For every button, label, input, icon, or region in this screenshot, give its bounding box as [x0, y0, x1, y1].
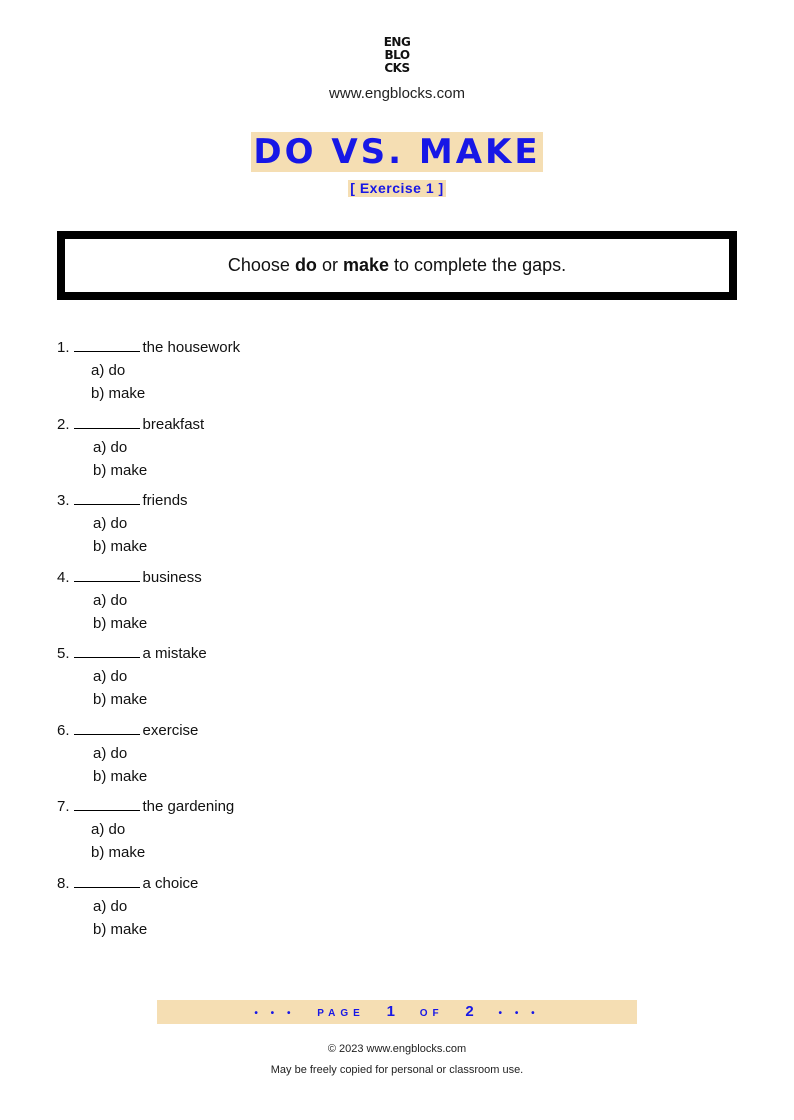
answer-blank[interactable]: [74, 873, 140, 888]
option-a[interactable]: a) do: [93, 439, 128, 456]
option-a[interactable]: a) do: [93, 592, 128, 609]
answer-blank[interactable]: [74, 490, 140, 505]
question-2: [57, 413, 204, 482]
answer-blank[interactable]: [74, 720, 140, 735]
question-number: 2.: [57, 416, 70, 433]
option-a[interactable]: a) do: [91, 821, 126, 838]
option-a[interactable]: a) do: [93, 898, 128, 915]
question-number: 8.: [57, 875, 70, 892]
instruction-text: Choose do or make to complete the gaps.: [227, 255, 567, 275]
answer-blank[interactable]: [74, 414, 140, 429]
logo-line: BLO: [384, 48, 410, 62]
page-title: DO VS. MAKE: [253, 132, 541, 172]
question-text: breakfast: [142, 416, 205, 433]
logo-line: ENG: [383, 35, 411, 49]
question-1: [57, 336, 240, 405]
exercise-label: [ Exercise 1 ]: [350, 180, 444, 196]
option-a[interactable]: a) do: [91, 362, 126, 379]
question-5: [57, 642, 207, 711]
question-number: 5.: [57, 645, 70, 662]
question-7: [57, 795, 234, 864]
question-8: [57, 872, 198, 941]
question-number: 6.: [57, 722, 70, 739]
answer-blank[interactable]: [74, 567, 140, 582]
question-text: a choice: [142, 875, 199, 892]
answer-blank[interactable]: [74, 796, 140, 811]
question-4: [57, 566, 202, 635]
option-b[interactable]: b) make: [91, 844, 146, 861]
page-word: PAGE: [317, 1008, 365, 1019]
logo-line: CKS: [384, 61, 410, 75]
question-text: business: [142, 569, 202, 586]
option-a[interactable]: a) do: [93, 515, 128, 532]
option-b[interactable]: b) make: [93, 615, 148, 632]
option-b[interactable]: b) make: [93, 538, 148, 555]
question-3: [57, 489, 188, 558]
option-a[interactable]: a) do: [93, 668, 128, 685]
engblocks-logo: [0, 36, 794, 75]
question-text: exercise: [142, 722, 199, 739]
option-do: do: [294, 255, 317, 275]
page-indicator: [157, 1000, 637, 1024]
question-text: a mistake: [142, 645, 207, 662]
instruction-box: [57, 231, 737, 300]
dots-left: • • •: [254, 1008, 296, 1019]
option-b[interactable]: b) make: [93, 768, 148, 785]
page-current: 1: [386, 1003, 398, 1020]
question-text: the housework: [142, 339, 241, 356]
option-make: make: [342, 255, 389, 275]
dots-right: • • •: [498, 1008, 540, 1019]
answer-blank[interactable]: [74, 337, 140, 352]
question-number: 3.: [57, 492, 70, 509]
option-b[interactable]: b) make: [91, 385, 146, 402]
question-text: friends: [142, 492, 188, 509]
site-url[interactable]: www.engblocks.com: [329, 85, 465, 102]
question-number: 1.: [57, 339, 70, 356]
option-b[interactable]: b) make: [93, 921, 148, 938]
option-b[interactable]: b) make: [93, 462, 148, 479]
question-number: 7.: [57, 798, 70, 815]
question-6: [57, 719, 198, 788]
option-a[interactable]: a) do: [93, 745, 128, 762]
of-word: OF: [419, 1008, 444, 1019]
copyright: © 2023 www.engblocks.com: [327, 1043, 467, 1055]
question-text: the gardening: [142, 798, 235, 815]
page-total: 2: [465, 1003, 477, 1020]
option-b[interactable]: b) make: [93, 691, 148, 708]
answer-blank[interactable]: [74, 643, 140, 658]
question-number: 4.: [57, 569, 70, 586]
license-note: May be freely copied for personal or classroom use.: [270, 1064, 524, 1076]
